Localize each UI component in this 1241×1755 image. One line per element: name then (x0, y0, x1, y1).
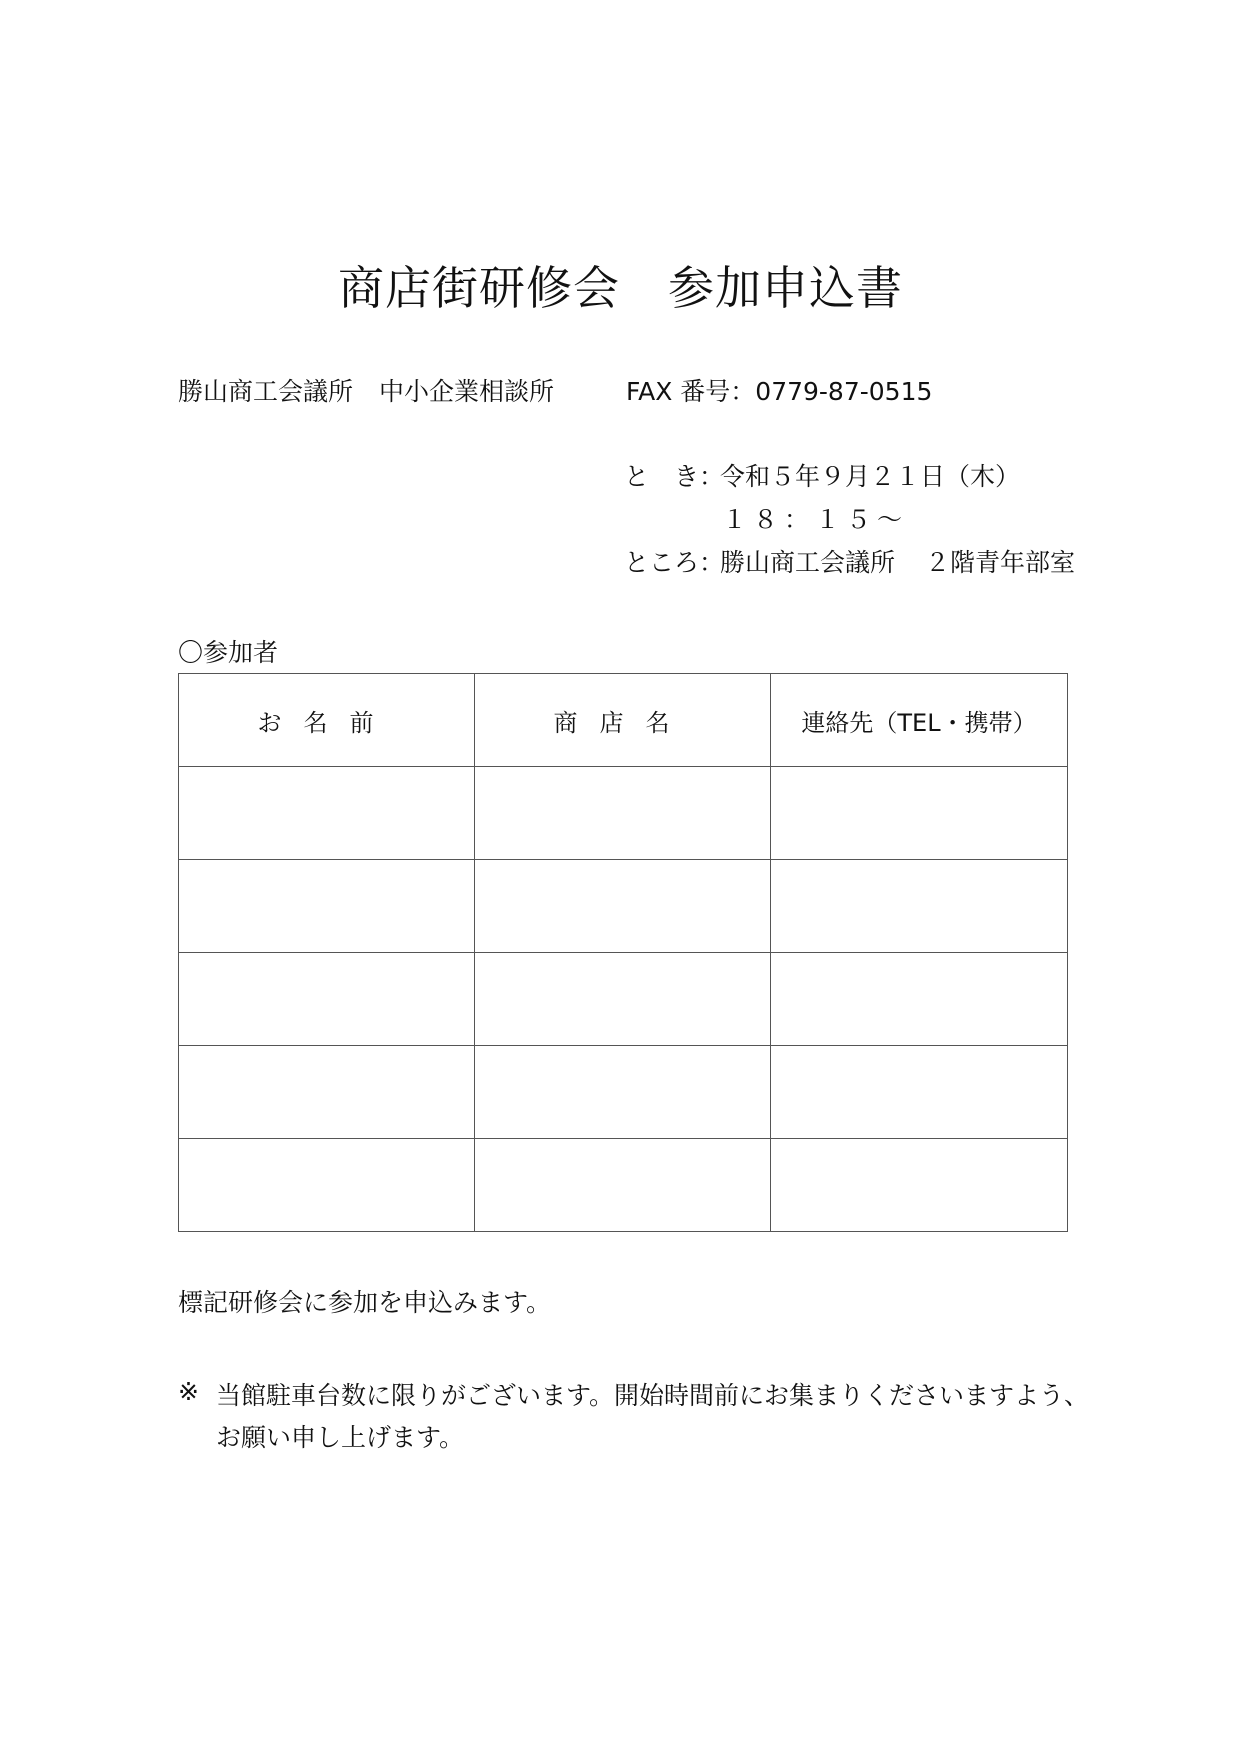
cell-name[interactable] (179, 860, 475, 953)
application-statement: 標記研修会に参加を申込みます。 (178, 1288, 552, 1317)
cell-name[interactable] (179, 767, 475, 860)
cell-shop[interactable] (475, 767, 771, 860)
event-date-value: 令和５年９月２１日（木） (720, 462, 1021, 491)
fax-number: FAX 番号：0779-87-0515 (626, 377, 933, 406)
event-date-label: と き： (624, 462, 725, 491)
event-time: １８：１５～ (722, 505, 909, 534)
event-place-row (624, 546, 1075, 580)
event-place-name: 勝山商工会議所 (720, 548, 896, 577)
title-sub: 参加申込書 (668, 261, 903, 315)
cell-name[interactable] (179, 953, 475, 1046)
cell-shop[interactable] (475, 953, 771, 1046)
destination-dept: 中小企業相談所 (379, 377, 555, 406)
title-main: 商店街研修会 (338, 261, 620, 315)
cell-shop[interactable] (475, 860, 771, 953)
table-row (179, 1046, 1068, 1139)
table-row (179, 767, 1068, 860)
table-row (179, 1139, 1068, 1232)
destination-org: 勝山商工会議所 (178, 377, 354, 406)
table-row (179, 860, 1068, 953)
parking-remark-line1: 当館駐車台数に限りがございます。開始時間前にお集まりくださいますよう、 (216, 1381, 1090, 1410)
participants-heading: 〇参加者 (178, 638, 279, 667)
cell-contact[interactable] (771, 1139, 1068, 1232)
cell-contact[interactable] (771, 1046, 1068, 1139)
event-place-room: ２階青年部室 (925, 548, 1076, 577)
header-contact: 連絡先（TEL・携帯） (771, 674, 1068, 767)
destination-line (178, 375, 932, 409)
cell-name[interactable] (179, 1139, 475, 1232)
table-row (179, 953, 1068, 1046)
cell-name[interactable] (179, 1046, 475, 1139)
cell-contact[interactable] (771, 860, 1068, 953)
parking-remark (216, 1375, 1096, 1459)
header-shop: 商店名 (475, 674, 771, 767)
table-header-row (179, 674, 1068, 767)
page-title (0, 258, 1241, 318)
cell-contact[interactable] (771, 767, 1068, 860)
remark-mark: ※ (178, 1377, 199, 1406)
event-place-label: ところ： (624, 548, 725, 577)
event-date-row (624, 460, 1020, 494)
cell-shop[interactable] (475, 1046, 771, 1139)
cell-shop[interactable] (475, 1139, 771, 1232)
header-name: お名前 (179, 674, 475, 767)
participants-table (178, 673, 1068, 1232)
parking-remark-line2: お願い申し上げます。 (216, 1423, 465, 1452)
cell-contact[interactable] (771, 953, 1068, 1046)
